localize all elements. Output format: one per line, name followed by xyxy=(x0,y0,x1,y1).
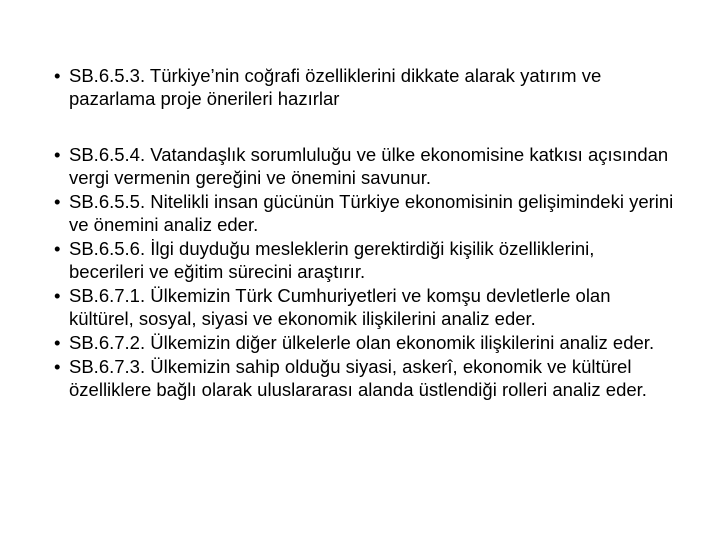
bullet-item-sb-6-7-2 xyxy=(54,331,674,354)
bullet-text: • SB.6.7.1. Ülkemizin Türk Cumhuriyetleri ve komşu devletlerle olan kültürel, sosyal, siyasi ve ekonomik ilişkilerini analiz eder. xyxy=(69,285,611,329)
bullet-item-sb-6-5-4 xyxy=(54,143,674,189)
bullet-text: • SB.6.7.3. Ülkemizin sahip olduğu siyasi, askerî, ekonomik ve kültürel özelliklere bağlı olarak uluslararası alanda üstlendiği rolleri analiz eder. xyxy=(69,356,647,400)
bullet-item-sb-6-5-6 xyxy=(54,237,674,283)
bullet-item-sb-6-7-1 xyxy=(54,284,674,330)
bullet-list-top xyxy=(54,64,674,111)
bullet-text: • SB.6.5.4. Vatandaşlık sorumluluğu ve ülke ekonomisine katkısı açısından vergi vermenin gereğini ve önemini savunur. xyxy=(69,144,669,188)
bullet-list-main xyxy=(54,143,674,402)
bullet-item-sb-6-5-5 xyxy=(54,190,674,236)
bullet-item-sb-6-7-3 xyxy=(54,355,674,401)
bullet-text: • SB.6.7.2. Ülkemizin diğer ülkelerle olan ekonomik ilişkilerini analiz eder. xyxy=(69,332,655,353)
bullet-text: • SB.6.5.3. Türkiye’nin coğrafi özelliklerini dikkate alarak yatırım ve pazarlama proje önerileri hazırlar xyxy=(69,65,602,109)
bullet-text: • SB.6.5.5. Nitelikli insan gücünün Türkiye ekonomisinin gelişimindeki yerini ve önemini analiz eder. xyxy=(69,191,674,235)
bullet-item-sb-6-5-3 xyxy=(54,64,674,110)
bullet-text: • SB.6.5.6. İlgi duyduğu mesleklerin gerektirdiği kişilik özelliklerini, becerileri ve eğitim sürecini araştırır. xyxy=(69,238,595,282)
